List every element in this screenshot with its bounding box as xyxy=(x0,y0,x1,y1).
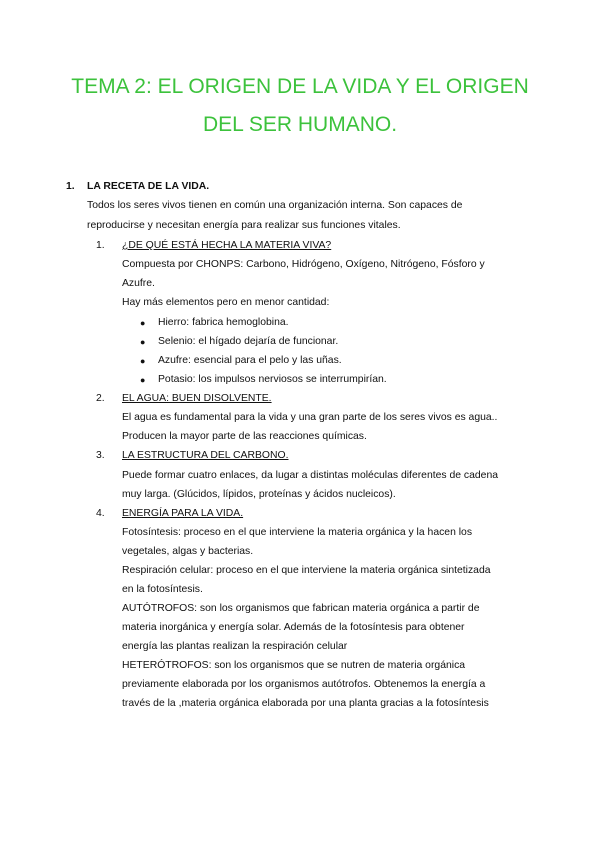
paragraph-line: Puede formar cuatro enlaces, da lugar a distintas moléculas diferentes de cadena xyxy=(122,470,499,481)
paragraph-line: energía las plantas realizan la respiración celular xyxy=(122,641,348,652)
subsection-heading: ENERGÍA PARA LA VIDA. xyxy=(122,508,244,519)
paragraph-line: AUTÓTROFOS: son los organismos que fabrican materia orgánica a partir de xyxy=(122,603,480,614)
paragraph-line: Hay más elementos pero en menor cantidad: xyxy=(122,297,330,308)
title-line-1: TEMA 2: EL ORIGEN DE LA VIDA Y EL ORIGEN xyxy=(71,75,529,98)
paragraph-line: Producen la mayor parte de las reacciones químicas. xyxy=(122,431,367,442)
subsection-heading: ¿DE QUÉ ESTÁ HECHA LA MATERIA VIVA? xyxy=(122,240,332,251)
paragraph-line: muy larga. (Glúcidos, lípidos, proteínas y ácidos nucleicos). xyxy=(122,489,396,500)
paragraph-line: previamente elaborada por los organismos autótrofos. Obtenemos la energía a xyxy=(122,679,486,690)
intro-line: reproducirse y necesitan energía para realizar sus funciones vitales. xyxy=(87,220,401,231)
bullet-icon: ● xyxy=(140,375,146,385)
bullet-icon: ● xyxy=(140,318,146,328)
section-heading: LA RECETA DE LA VIDA. xyxy=(87,181,210,192)
intro-line: Todos los seres vivos tienen en común una organización interna. Son capaces de xyxy=(87,200,463,211)
subsection-number: 2. xyxy=(96,393,105,404)
paragraph-line: Azufre. xyxy=(122,278,155,289)
paragraph-line: en la fotosíntesis. xyxy=(122,584,203,595)
subsection-number: 1. xyxy=(96,240,105,251)
paragraph-line: Respiración celular: proceso en el que interviene la materia orgánica sintetizada xyxy=(122,565,491,576)
paragraph-line: Fotosíntesis: proceso en el que interviene la materia orgánica y la hacen los xyxy=(122,527,473,538)
paragraph-line: materia inorgánica y energía solar. Además de la fotosíntesis para obtener xyxy=(122,622,465,633)
subsection-heading: EL AGUA: BUEN DISOLVENTE. xyxy=(122,393,272,404)
bullet-item: Hierro: fabrica hemoglobina. xyxy=(158,317,289,328)
paragraph-line: HETERÓTROFOS: son los organismos que se nutren de materia orgánica xyxy=(122,660,466,671)
subsection-heading: LA ESTRUCTURA DEL CARBONO. xyxy=(122,450,289,461)
bullet-icon: ● xyxy=(140,337,146,347)
bullet-item: Selenio: el hígado dejaría de funcionar. xyxy=(158,336,339,347)
paragraph-line: Compuesta por CHONPS: Carbono, Hidrógeno, Oxígeno, Nitrógeno, Fósforo y xyxy=(122,259,485,270)
title-line-2: DEL SER HUMANO. xyxy=(202,113,398,136)
paragraph-line: vegetales, algas y bacterias. xyxy=(122,546,254,557)
bullet-item: Azufre: esencial para el pelo y las uñas. xyxy=(158,355,342,366)
subsection-number: 3. xyxy=(96,450,105,461)
bullet-icon: ● xyxy=(140,356,146,366)
document-title xyxy=(40,68,560,144)
paragraph-line: través de la ,materia orgánica elaborada por una planta gracias a la fotosíntesis xyxy=(122,698,489,709)
paragraph-line: El agua es fundamental para la vida y una gran parte de los seres vivos es agua.. xyxy=(122,412,498,423)
subsection-number: 4. xyxy=(96,508,105,519)
section-number: 1. xyxy=(66,181,75,192)
bullet-item: Potasio: los impulsos nerviosos se interrumpirían. xyxy=(158,374,387,385)
